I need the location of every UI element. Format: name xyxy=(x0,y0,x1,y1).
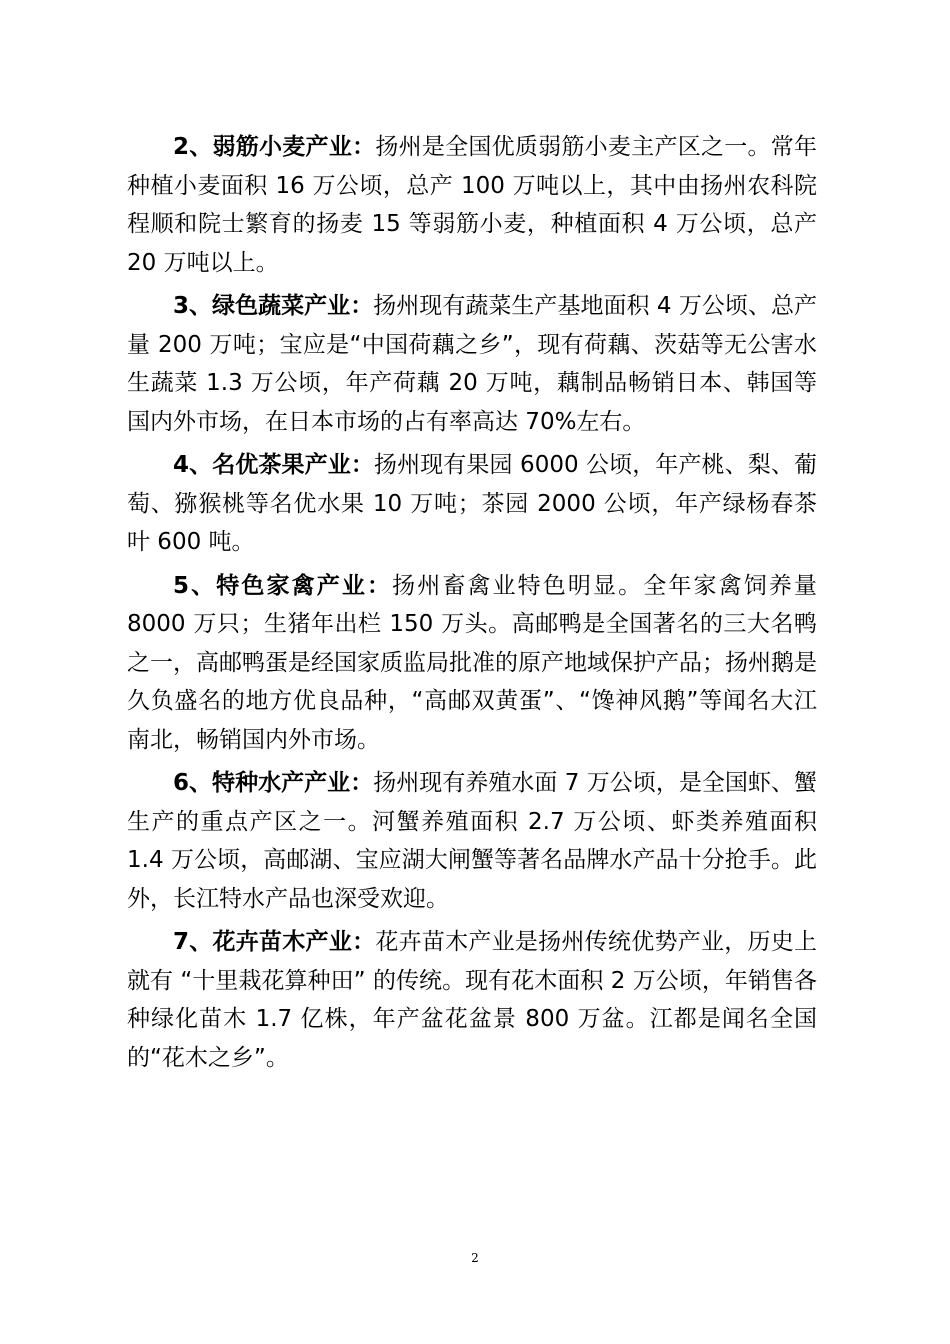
paragraph-text: 扬州畜禽业特色明显。全年家禽饲养量 8000 万只；生猪年出栏 150 万头。高邮鸭是全国著名的三大名鸭之一，高邮鸭蛋是经国家质监局批准的原产地域保护产品；扬州鹅是久负盛名的地方优良品种，“高邮双黄蛋”、“馋神风鹅”等闻名大江南北，畅销国内外市场。 xyxy=(127,572,817,753)
paragraph-flowers xyxy=(127,923,817,1077)
paragraph-heading: 5、特色家禽产业： xyxy=(173,572,393,599)
paragraph-text: 花卉苗木产业是扬州传统优势产业，历史上就有 “十里栽花算种田” 的传统。现有花木面积 2 万公顷，年销售各种绿化苗木 1.7 亿株，年产盆花盆景 800 万盆。江都是闻名全国的“花木之乡”。 xyxy=(127,929,818,1071)
paragraph-heading: 2、弱筋小麦产业： xyxy=(173,134,376,160)
paragraph-text: 扬州是全国优质弱筋小麦主产区之一。常年种植小麦面积 16 万公顷，总产 100 万吨以上，其中由扬州农科院程顺和院士繁育的扬麦 15 等弱筋小麦，种植面积 4 万公顷，总产 20 万吨以上。 xyxy=(127,134,818,276)
paragraph-heading: 6、特种水产产业： xyxy=(173,770,374,796)
paragraph-tea-fruit xyxy=(127,446,817,562)
paragraph-wheat xyxy=(127,128,817,282)
paragraph-poultry xyxy=(127,567,817,760)
paragraph-heading: 3、绿色蔬菜产业： xyxy=(173,293,374,319)
paragraph-aquatic xyxy=(127,764,817,918)
paragraph-heading: 7、花卉苗木产业： xyxy=(173,929,376,955)
page-number: 2 xyxy=(471,1251,479,1265)
paragraph-text: 扬州现有蔬菜生产基地面积 4 万公顷、总产量 200 万吨；宝应是“中国荷藕之乡”，现有荷藕、茨菇等无公害水生蔬菜 1.3 万公顷，年产荷藕 20 万吨，藕制品畅销日本、韩国等国内外市场，在日本市场的占有率高达 70%左右。 xyxy=(127,293,817,435)
document-body xyxy=(127,128,817,1082)
paragraph-vegetables xyxy=(127,287,817,441)
paragraph-heading: 4、名优茶果产业： xyxy=(173,452,374,478)
paragraph-text: 扬州现有养殖水面 7 万公顷，是全国虾、蟹生产的重点产区之一。河蟹养殖面积 2.7 万公顷、虾类养殖面积 1.4 万公顷，高邮湖、宝应湖大闸蟹等著名品牌水产品十分抢手。此外，长江特水产品也深受欢迎。 xyxy=(127,770,817,912)
paragraph-text: 扬州现有果园 6000 公顷，年产桃、梨、葡萄、猕猴桃等名优水果 10 万吨；茶园 2000 公顷，年产绿杨春茶叶 600 吨。 xyxy=(127,452,817,555)
